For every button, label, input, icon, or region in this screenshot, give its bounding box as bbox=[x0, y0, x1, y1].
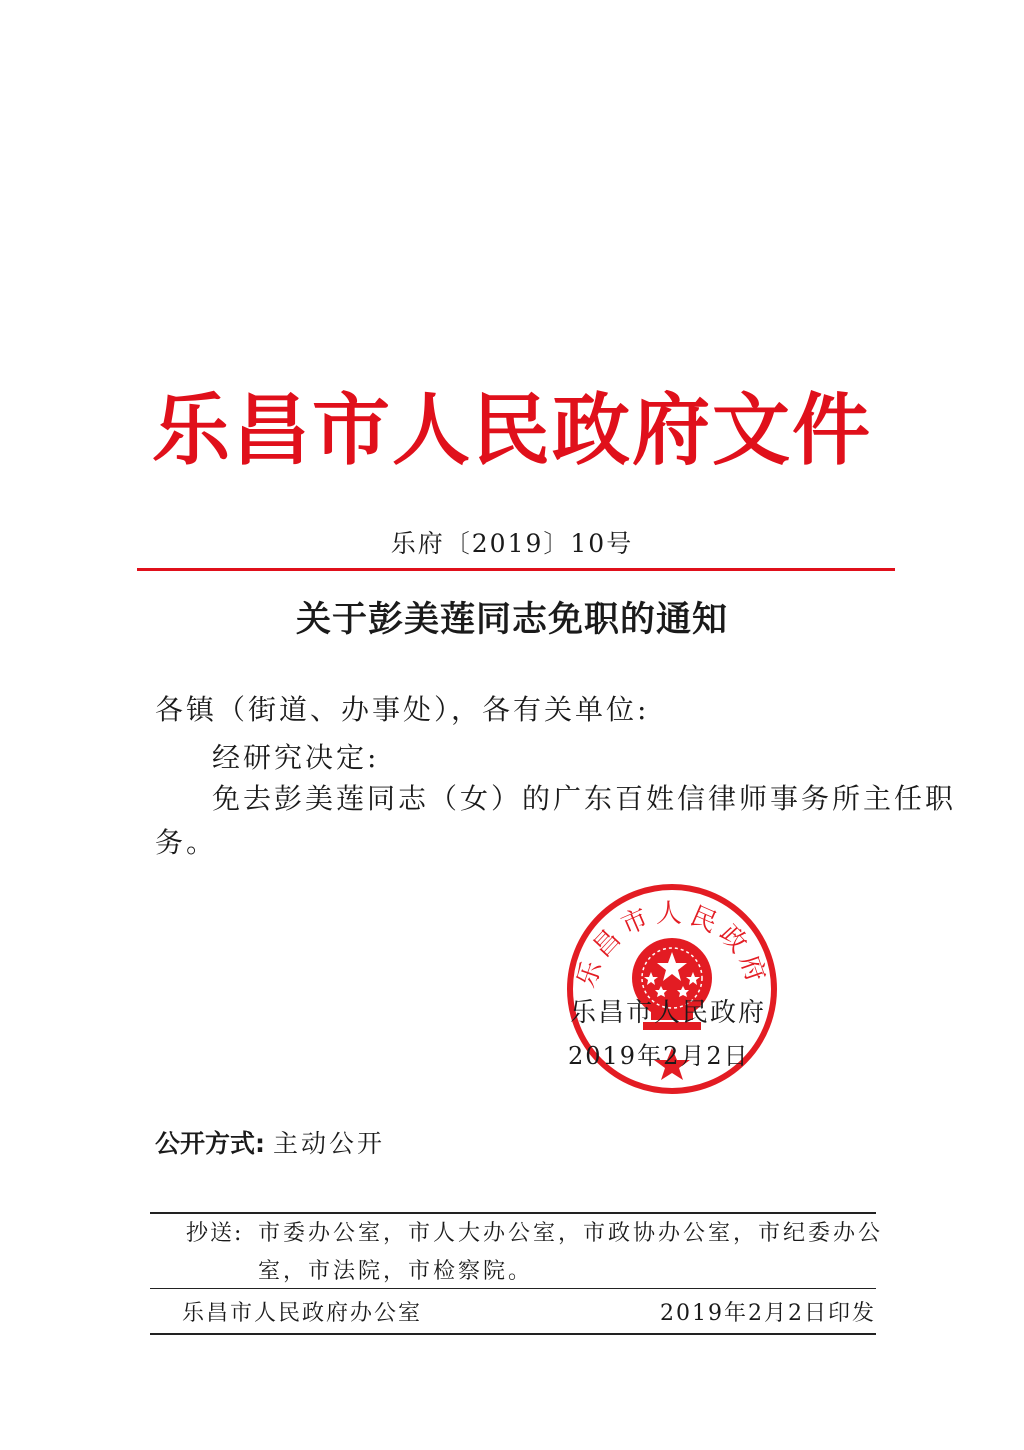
document-header-title: 乐昌市人民政府文件 bbox=[151, 386, 872, 476]
cc-label: 抄送: bbox=[186, 1221, 244, 1246]
signature-date: 2019年2月2日 bbox=[568, 1042, 750, 1070]
addressee-line: 各镇（街道、办事处），各有关单位: bbox=[155, 693, 650, 726]
footer-middle-rule bbox=[150, 1288, 876, 1289]
seal-arc-textpath: 乐昌市人民政府 bbox=[571, 899, 773, 992]
document-title: 关于彭美莲同志免职的通知 bbox=[295, 599, 728, 640]
issuing-office: 乐昌市人民政府办公室 bbox=[182, 1301, 423, 1326]
print-date: 2019年2月2日印发 bbox=[660, 1301, 876, 1326]
cc-recipients-line-2: 室，市法院，市检察院。 bbox=[258, 1259, 534, 1284]
body-paragraph-decision: 免去彭美莲同志（女）的广东百姓信律师事务所主任职 bbox=[212, 782, 957, 815]
disclosure-value: 主动公开 bbox=[272, 1129, 385, 1158]
body-paragraph-decision-continued: 务。 bbox=[155, 826, 218, 859]
body-paragraph-intro: 经研究决定: bbox=[212, 741, 380, 774]
disclosure-method bbox=[155, 1124, 385, 1160]
signature-organization: 乐昌市人民政府 bbox=[570, 998, 767, 1028]
footer-top-rule bbox=[150, 1212, 876, 1214]
red-separator-line bbox=[137, 568, 895, 571]
document-number: 乐府〔2019〕10号 bbox=[390, 529, 634, 558]
cc-recipients-line-1: 市委办公室，市人大办公室，市政协办公室，市纪委办公 bbox=[258, 1221, 884, 1246]
disclosure-label: 公开方式: bbox=[155, 1129, 265, 1158]
footer-bottom-rule bbox=[150, 1333, 876, 1335]
